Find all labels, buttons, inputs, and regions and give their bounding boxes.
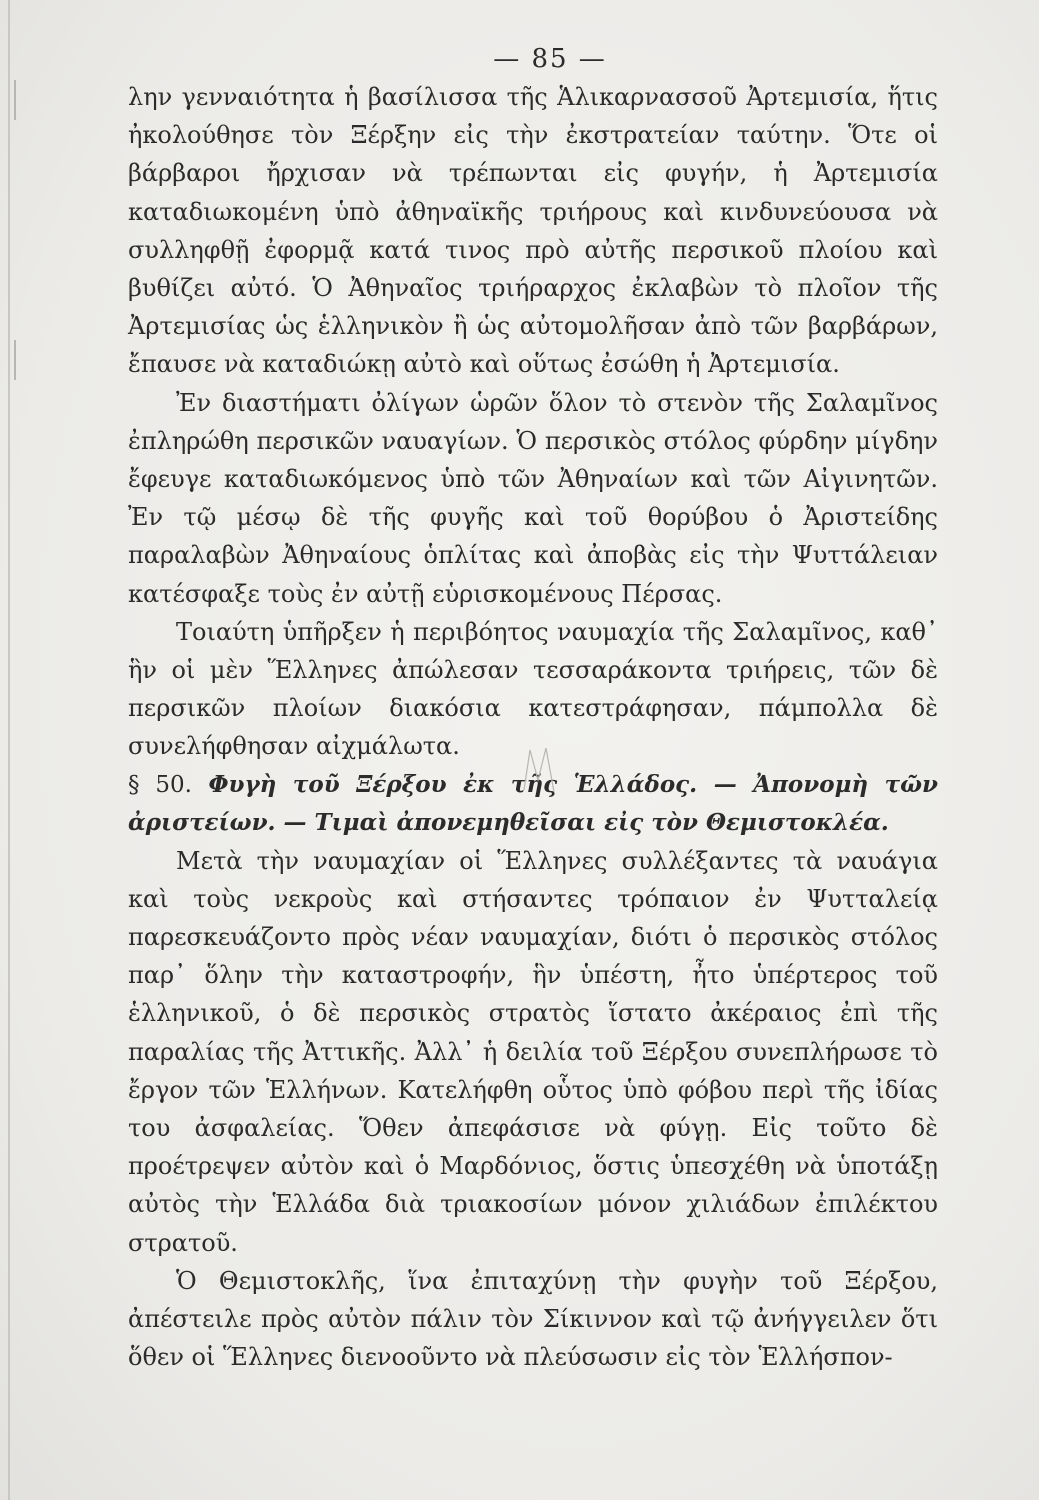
- page-body: [128, 78, 938, 1377]
- paragraph: Ἐν διαστήματι ὀλίγων ὡρῶν ὅλον τὸ στενὸν τῆς Σαλαμῖνος ἐπληρώθη περσικῶν ναυαγίων. Ὁ περσικὸς στόλος φύρδην μίγδην ἔφευγε καταδιωκόμενος ὑπὸ τῶν Ἀθηναίων καὶ τῶν Αἰγινητῶν. Ἐν τῷ μέσῳ δὲ τῆς φυγῆς καὶ τοῦ θορύβου ὁ Ἀριστείδης παραλαβὼν Ἀθηναίους ὁπλίτας καὶ ἀποβὰς εἰς τὴν Ψυττάλειαν κατέσφαξε τοὺς ἐν αὐτῇ εὑρισκομένους Πέρσας.: [128, 388, 938, 608]
- paragraph: Ὁ Θεμιστοκλῆς, ἵνα ἐπιταχύνῃ τὴν φυγὴν τοῦ Ξέρξου, ἀπέστειλε πρὸς αὐτὸν πάλιν τὸν Σίκιννον καὶ τῷ ἀνήγγειλεν ὅτι ὅθεν οἱ Ἕλληνες διενοοῦντο νὰ πλεύσωσιν εἰς τὸν Ἑλλήσπον-: [128, 1266, 938, 1372]
- paragraph: Μετὰ τὴν ναυμαχίαν οἱ Ἕλληνες συλλέξαντες τὰ ναυάγια καὶ τοὺς νεκροὺς καὶ στήσαντες τρόπαιον ἐν Ψυτταλείᾳ παρεσκευάζοντο πρὸς νέαν ναυμαχίαν, διότι ὁ περσικὸς στόλος παρ᾽ ὅλην τὴν καταστροφήν, ἣν ὑπέστη, ἦτο ὑπέρτερος τοῦ ἑλληνικοῦ, ὁ δὲ περσικὸς στρατὸς ἵστατο ἀκέραιος ἐπὶ τῆς παραλίας τῆς Ἀττικῆς. Ἀλλ᾽ ἡ δειλία τοῦ Ξέρξου συνεπλήρωσε τὸ ἔργον τῶν Ἑλλήνων. Κατελήφθη οὗτος ὑπὸ φόβου περὶ τῆς ἰδίας του ἀσφαλείας. Ὅθεν ἀπεφάσισε νὰ φύγῃ. Εἰς τοῦτο δὲ προέτρεψεν αὐτὸν καὶ ὁ Μαρδόνιος, ὅστις ὑπεσχέθη νὰ ὑποτάξῃ αὐτὸς τὴν Ἑλλάδα διὰ τριακοσίων μόνον χιλιάδων ἐπιλέκτου στρατοῦ.: [128, 846, 938, 1257]
- page-number: — 85 —: [493, 44, 607, 74]
- section-title: Φυγὴ τοῦ Ξέρξου ἐκ τῆς Ἑλλάδος. — Ἀπονομὴ τῶν ἀριστείων. — Τιμαὶ ἀπονεμηθεῖσαι εἰς τὸν Θεμιστοκλέα.: [128, 770, 939, 836]
- margin-mark: [14, 80, 24, 120]
- paragraph: Τοιαύτη ὑπῆρξεν ἡ περιβόητος ναυμαχία τῆς Σαλαμῖνος, καθ᾽ ἣν οἱ μὲν Ἕλληνες ἀπώλεσαν τεσσαράκοντα τριήρεις, τῶν δὲ περσικῶν πλοίων διακόσια κατεστράφησαν, πάμπολλα δὲ συνελήφθησαν αἰχμάλωτα.: [128, 617, 938, 761]
- binding-edge: [8, 0, 10, 1500]
- margin-mark: [14, 340, 24, 380]
- pencil-mark: [520, 740, 560, 800]
- paragraph: λην γενναιότητα ἡ βασίλισσα τῆς Ἁλικαρνασσοῦ Ἀρτεμισία, ἥτις ἠκολούθησε τὸν Ξέρξην εἰς τὴν ἐκστρατείαν ταύτην. Ὅτε οἱ βάρβαροι ἤρχισαν νὰ τρέπωνται εἰς φυγήν, ἡ Ἀρτεμισία καταδιωκομένη ὑπὸ ἀθηναϊκῆς τριήρους καὶ κινδυνεύουσα νὰ συλληφθῇ ἐφορμᾷ κατά τινος πρὸ αὐτῆς περσικοῦ πλοίου καὶ βυθίζει αὐτό. Ὁ Ἀθηναῖος τριήραρχος ἐκλαβὼν τὸ πλοῖον τῆς Ἀρτεμισίας ὡς ἑλληνικὸν ἢ ὡς αὐτομολῆσαν ἀπὸ τῶν βαρβάρων, ἔπαυσε νὰ καταδιώκῃ αὐτὸ καὶ οὕτως ἐσώθη ἡ Ἀρτεμισία.: [128, 83, 938, 379]
- section-number: § 50.: [128, 771, 192, 798]
